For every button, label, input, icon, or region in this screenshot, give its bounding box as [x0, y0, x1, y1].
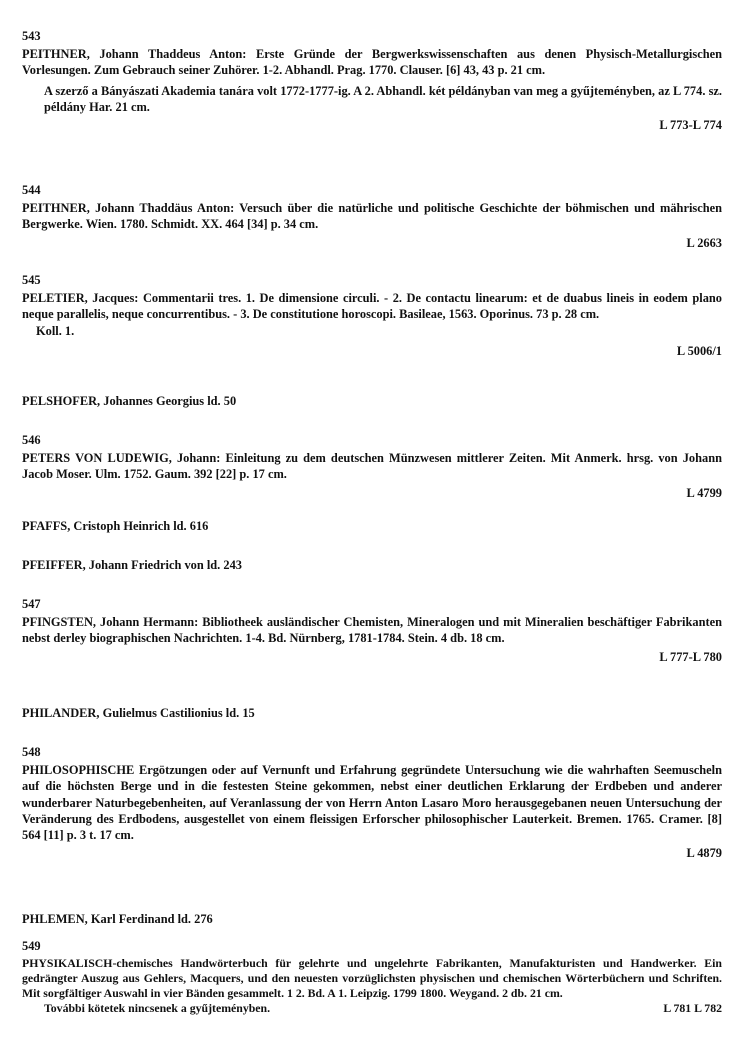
entry-description [22, 762, 722, 843]
entry-author: PHYSIKALISCH- [22, 956, 117, 971]
entry-number: 549 [22, 939, 41, 953]
catalogue-entry [22, 272, 722, 359]
entry-note: Koll. 1. [36, 323, 75, 338]
xref-text: Johann Friedrich von ld. 243 [88, 558, 242, 572]
entry-description [22, 614, 722, 646]
xref-text: Johannes Georgius ld. 50 [103, 394, 237, 408]
shelf-mark: L 5006/1 [676, 343, 722, 358]
catalogue-entry [22, 938, 722, 1016]
entry-title: Johann Hermann: Bibliotheek ausländischer Chemisten, Mineralogen und mit Mineralien beschäftiger Fabrikanten nebst derley biographischen Nachrichten. 1-4. Bd. Nürnberg, 1781-1784. Stein. 4 db. 18 cm. [22, 615, 722, 646]
catalogue-entry [22, 182, 722, 251]
entry-title: Johann Thaddeus Anton: Erste Gründe der Bergwerkswissenschaften aus denen Physisch-Metallurgischen Vorlesungen. Zum Gebrauch seiner Zuhörer. 1-2. Abhandl. Prag. 1770. Clauser. [6] 43, 43 p. 21 cm. [22, 47, 722, 78]
xref-author: PHLEMEN, [22, 912, 88, 926]
shelf-mark: L 4799 [686, 485, 722, 500]
entry-author: PHILOSOPHISCHE [22, 763, 135, 778]
xref-text: Cristoph Heinrich ld. 616 [73, 519, 209, 533]
shelf-mark: L 781 L 782 [663, 1001, 722, 1016]
entry-description [22, 956, 722, 1001]
shelf-mark: L 777-L 780 [659, 649, 722, 664]
entry-author: PEITHNER, [22, 47, 90, 62]
entry-title: chemisches Handwörterbuch für gelehrte und ungelehrte Fabrikanten, Manufakturisten und Handwerker. Ein gedrängter Auszug aus Gehlers, Macquers, und den neuesten vorzüglichsten physischen und chemischen Wörterbüchern und Schriften. Mit sorgfältiger Auswahl in vier Bänden gesammelt. 1 2. Bd. A 1. Leipzig. 1799 1800. Weygand. 2 db. 21 cm. [22, 956, 722, 1001]
xref-text: Karl Ferdinand ld. 276 [90, 912, 213, 926]
cross-reference [22, 394, 236, 409]
entry-note: További kötetek nincsenek a gyűjteményben. [44, 1001, 271, 1016]
catalogue-entry [22, 432, 722, 501]
entry-title: Johann: Einleitung zu dem deutschen Münzwesen mittlerer Zeiten. Mit Anmerk. hrsg. von Johann Jacob Moser. Ulm. 1752. Gaum. 392 [22] p. 17 cm. [22, 451, 722, 482]
cross-reference [22, 558, 242, 573]
catalogue-entry [22, 744, 722, 861]
cross-reference [22, 706, 255, 721]
cross-reference [22, 519, 208, 534]
catalogue-entry [22, 596, 722, 665]
entry-author: PEITHNER, [22, 201, 90, 216]
entry-author: PFINGSTEN, [22, 615, 97, 630]
entry-author: PETERS VON LUDEWIG, [22, 451, 172, 466]
xref-text: Gulielmus Castilionius ld. 15 [102, 706, 255, 720]
shelf-mark: L 773-L 774 [659, 118, 722, 133]
xref-author: PHILANDER, [22, 706, 100, 720]
entry-number: 547 [22, 597, 41, 611]
xref-author: PFEIFFER, [22, 558, 86, 572]
entry-footer-row [22, 1001, 722, 1016]
entry-number: 545 [22, 273, 41, 287]
entry-title: Jacques: Commentarii tres. 1. De dimensione circuli. - 2. De contactu linearum: et de duabus lineis in eodem plano neque parallelis, neque concurrentibus. - 3. De constitutione horoscopi. Basileae, 1563. Oporinus. 73 p. 28 cm. [22, 291, 722, 322]
entry-title: Johann Thaddäus Anton: Versuch über die natürliche und politische Geschichte der böhmischen und mährischen Bergwerke. Wien. 1780. Schmidt. XX. 464 [34] p. 34 cm. [22, 201, 722, 232]
entry-number: 543 [22, 29, 41, 43]
shelf-mark: L 4879 [686, 846, 722, 861]
entry-description [22, 200, 722, 232]
shelf-mark: L 2663 [686, 235, 722, 250]
entry-description [22, 290, 722, 322]
catalogue-entry [22, 28, 722, 133]
entry-author: PELETIER, [22, 291, 88, 306]
entry-number: 546 [22, 433, 41, 447]
cross-reference [22, 912, 213, 927]
entry-number: 544 [22, 183, 41, 197]
entry-description [22, 450, 722, 482]
xref-author: PELSHOFER, [22, 394, 101, 408]
entry-title: Ergötzungen oder auf Vernunft und Erfahrung gegründete Untersuchung wie die wahrhaften Seemuscheln auf die höchsten Berge und in die festesten Steine gekommen, nebst einer deutlichen Erklarung der Erdbeben und anderer wunderbarer Naturbegebenheiten, auf Veranlassung der von Herrn Anton Lasaro Moro herausgegebanen neuen Untersuchung der Veränderung des Erdbodens, ausgestellet von einem fleissigen Erforscher philosophischer Lauterkeit. Bremen. 1765. Cramer. [8] 564 [11] p. 3 t. 17 cm. [22, 763, 722, 843]
entry-note: A szerző a Bányászati Akademia tanára volt 1772-1777-ig. A 2. Abhandl. két példányban van meg a gyűjteményben, az L 774. sz. példány Har. 21 cm. [44, 83, 722, 114]
xref-author: PFAFFS, [22, 519, 71, 533]
entry-description [22, 46, 722, 78]
entry-number: 548 [22, 745, 41, 759]
